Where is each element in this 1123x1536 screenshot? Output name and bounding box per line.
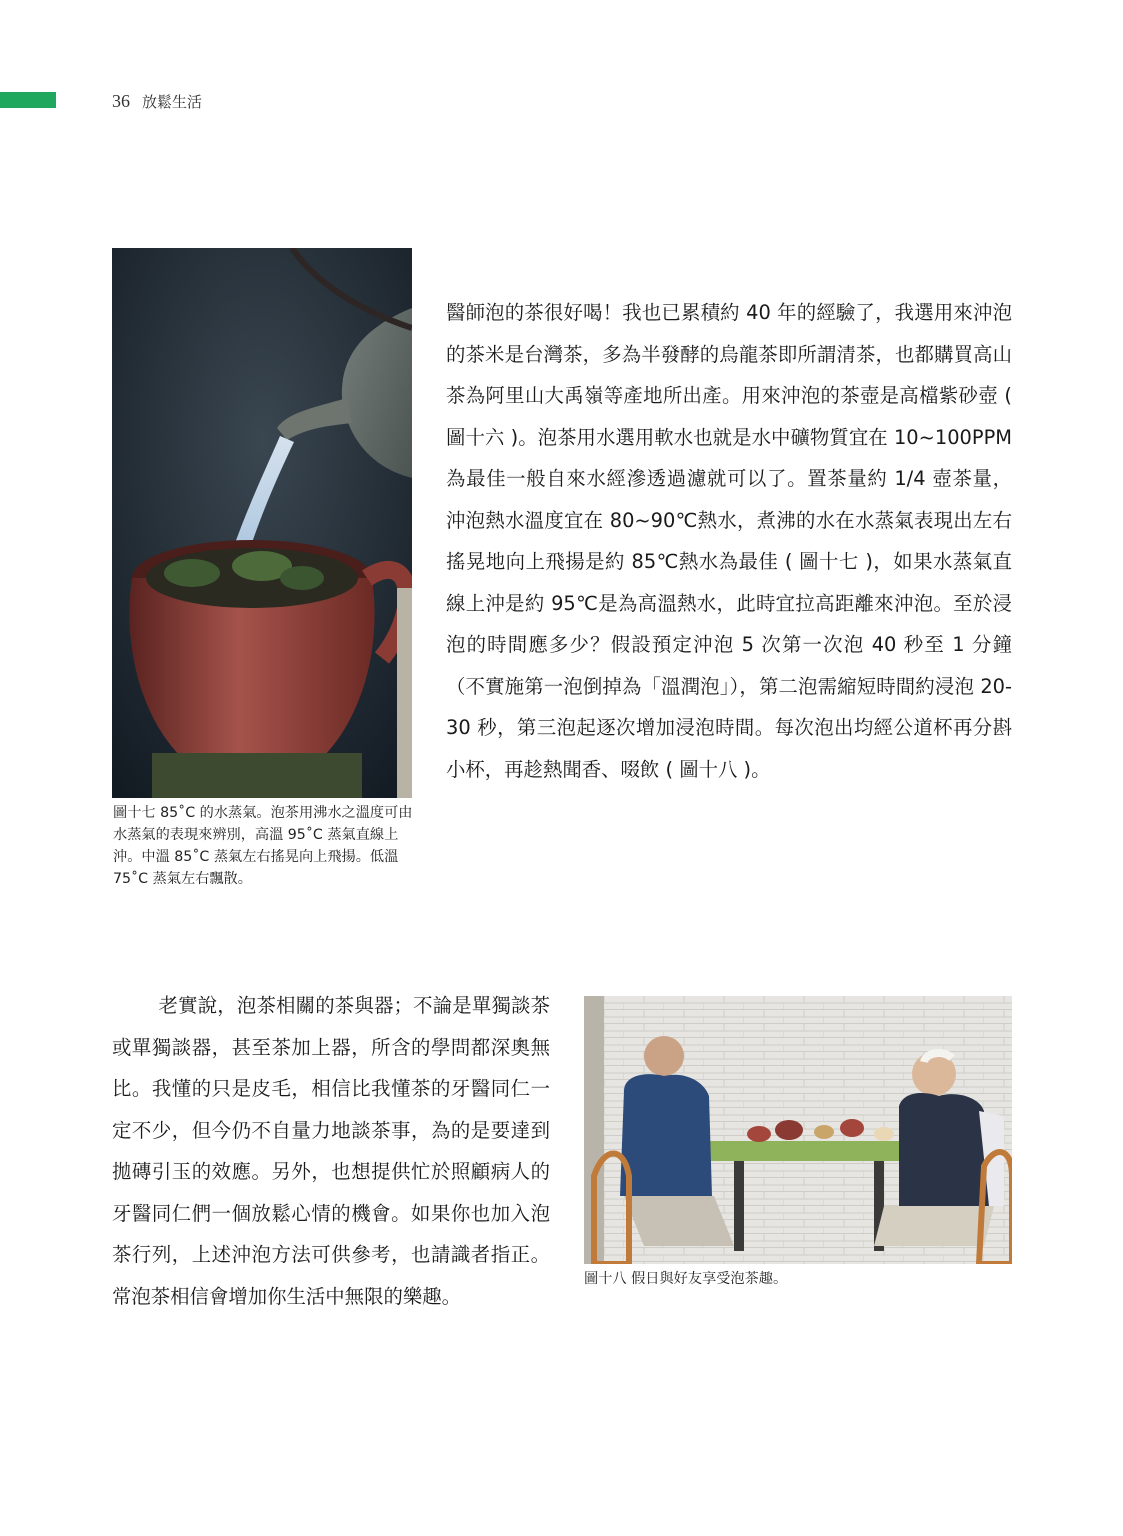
page-number: 36 — [112, 90, 130, 111]
friends-tea-photo — [584, 996, 1012, 1264]
body-paragraph-2: 老實說，泡茶相關的茶與器；不論是單獨談茶或單獨談器，甚至茶加上器，所含的學問都深奧無比。我懂的只是皮毛，相信比我懂茶的牙醫同仁一定不少，但今仍不自量力地談茶事，為的是要達到拋磚引玉的效應。另外，也想提供忙於照顧病人的牙醫同仁們一個放鬆心情的機會。如果你也加入泡茶行列，上述沖泡方法可供參考，也請識者指正。常泡茶相信會增加你生活中無限的樂趣。 — [112, 994, 550, 1308]
figure18-caption: 圖十八 假日與好友享受泡茶趣。 — [584, 1271, 788, 1287]
friends-illustration — [584, 996, 1012, 1264]
teapot-pouring-photo — [112, 248, 412, 798]
teapot-illustration — [112, 248, 412, 798]
page-header — [112, 88, 202, 114]
body-paragraph-1: 醫師泡的茶很好喝！我也已累積約 40 年的經驗了，我選用來沖泡的茶米是台灣茶，多為半發酵的烏龍茶即所謂清茶，也都購買高山茶為阿里山大禹嶺等產地所出產。用來沖泡的茶壺是高檔紫砂壺 ( 圖十六 )。泡茶用水選用軟水也就是水中礦物質宜在 10~100PPM 為最佳一般自來水經滲透過濾就可以了。置茶量約 1/4 壺茶量，沖泡熱水溫度宜在 80~90℃熱水，煮沸的水在水蒸氣表現出左右搖晃地向上飛揚是約 85℃熱水為最佳 ( 圖十七 )，如果水蒸氣直線上沖是約 95℃是為高溫熱水，此時宜拉高距離來沖泡。至於浸泡的時間應多少？假設預定沖泡 5 次第一次泡 40 秒至 1 分鐘（不實施第一泡倒掉為「溫潤泡」），第二泡需縮短時間約浸泡 20-30 秒，第三泡起逐次增加浸泡時間。每次泡出均經公道杯再分斟小杯，再趁熱聞香、啜飲 ( 圖十八 )。 — [446, 301, 1012, 781]
section-title: 放鬆生活 — [142, 92, 203, 111]
section-color-tab — [0, 92, 56, 108]
figure17-caption: 圖十七 85˚C 的水蒸氣。泡茶用沸水之溫度可由水蒸氣的表現來辨別，高溫 95˚C 蒸氣直線上沖。中溫 85˚C 蒸氣左右搖晃向上飛揚。低溫 75˚C 蒸氣左右飄散。 — [113, 805, 413, 887]
